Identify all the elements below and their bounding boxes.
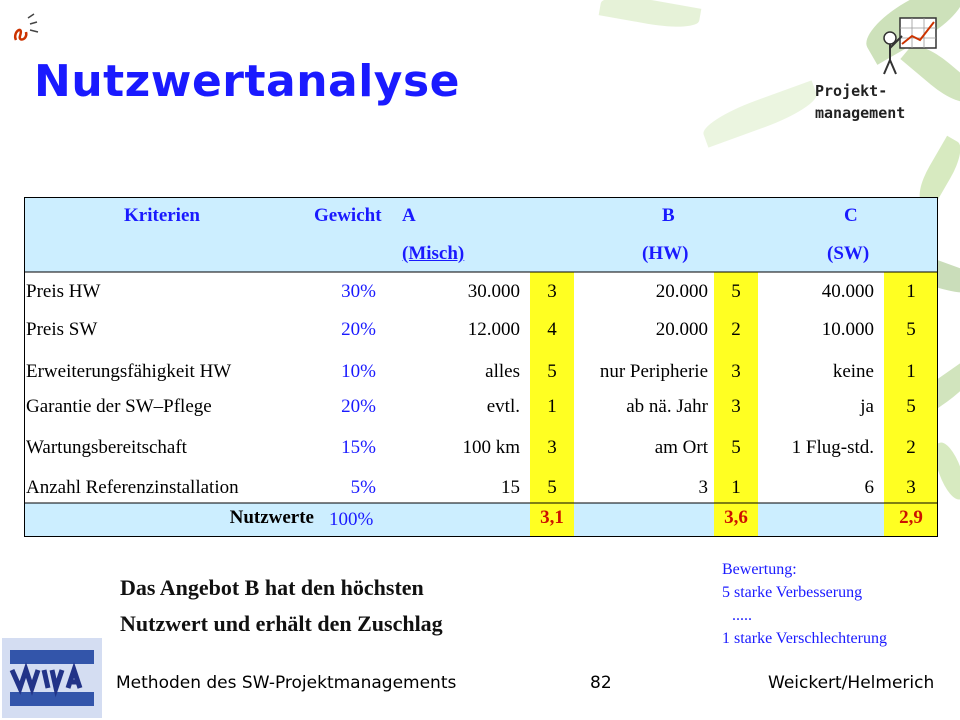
header-kriterien: Kriterien (124, 205, 200, 226)
conclusion-text (120, 570, 443, 642)
header-a: A (402, 205, 416, 226)
a-score: 5 (547, 477, 557, 498)
gewicht: 15% (341, 437, 376, 458)
corner-label (815, 80, 905, 124)
b-score: 3 (731, 396, 741, 417)
footer-authors: Weickert/Helmerich (768, 673, 935, 693)
presenter-chart-icon (876, 14, 940, 78)
c-value: keine (832, 361, 874, 382)
nutzwert-table (24, 197, 938, 537)
totals-label: Nutzwerte (229, 507, 314, 528)
legend-line: ..... (732, 607, 752, 624)
legend-line: 1 starke Verschlechterung (722, 630, 887, 647)
legend-line: 5 starke Verbesserung (722, 584, 863, 601)
gewicht: 20% (341, 396, 376, 417)
kriterium: Preis HW (26, 281, 101, 302)
b-score: 3 (731, 361, 741, 382)
gewicht: 30% (341, 281, 376, 302)
footer-course: Methoden des SW-Projektmanagements (116, 673, 457, 693)
c-value: 40.000 (821, 281, 874, 302)
kriterium: Preis SW (26, 319, 98, 340)
header-c-sub: (SW) (827, 243, 870, 264)
corner-label-line: management (815, 104, 906, 122)
gewicht: 20% (341, 319, 376, 340)
header-b: B (662, 205, 675, 226)
c-value: 1 Flug-std. (791, 437, 874, 458)
conclusion-line: Das Angebot B hat den höchsten (120, 575, 424, 600)
c-score: 1 (906, 281, 916, 302)
b-score: 1 (731, 477, 741, 498)
a-value: alles (485, 361, 520, 382)
b-value: ab nä. Jahr (626, 396, 708, 417)
header-gewicht: Gewicht (314, 205, 382, 226)
kriterium: Wartungsbereitschaft (26, 437, 187, 458)
a-score: 4 (547, 319, 557, 340)
b-score: 5 (731, 281, 741, 302)
c-value: ja (860, 396, 874, 417)
footer-page-number: 82 (590, 673, 612, 693)
a-score: 3 (547, 281, 557, 302)
legend-line: Bewertung: (722, 561, 797, 578)
total-a: 3,1 (540, 507, 564, 528)
header-a-sub: (Misch) (402, 243, 465, 264)
conclusion-line: Nutzwert und erhält den Zuschlag (120, 611, 443, 636)
c-score: 2 (906, 437, 916, 458)
c-score: 5 (906, 319, 916, 340)
c-value: 6 (864, 477, 874, 498)
b-value: 20.000 (655, 319, 708, 340)
handwriting-logo-icon (10, 10, 44, 50)
a-value: 30.000 (467, 281, 520, 302)
totals-gewicht: 100% (329, 509, 374, 530)
b-value: 3 (698, 477, 708, 498)
page-title: Nutzwertanalyse (34, 56, 461, 107)
kriterium: Anzahl Referenzinstallation (26, 477, 239, 498)
gewicht: 10% (341, 361, 376, 382)
b-score: 5 (731, 437, 741, 458)
a-value: evtl. (486, 396, 520, 417)
institute-logo-icon (2, 638, 102, 718)
b-value: 20.000 (655, 281, 708, 302)
c-score: 5 (906, 396, 916, 417)
a-score: 1 (547, 396, 557, 417)
total-b: 3,6 (724, 507, 748, 528)
c-score: 1 (906, 361, 916, 382)
a-value: 12.000 (467, 319, 520, 340)
a-score: 3 (547, 437, 557, 458)
c-value: 10.000 (821, 319, 874, 340)
kriterium: Erweiterungsfähigkeit HW (26, 361, 232, 382)
header-b-sub: (HW) (642, 243, 689, 264)
c-score: 3 (906, 477, 916, 498)
a-value: 100 km (462, 437, 520, 458)
rating-legend (722, 558, 887, 650)
b-value: nur Peripherie (599, 361, 708, 382)
b-value: am Ort (654, 437, 708, 458)
a-value: 15 (501, 477, 520, 498)
kriterium: Garantie der SW–Pflege (26, 396, 212, 417)
total-c: 2,9 (899, 507, 923, 528)
a-score: 5 (547, 361, 557, 382)
gewicht: 5% (350, 477, 376, 498)
b-score: 2 (731, 319, 741, 340)
header-c: C (844, 205, 858, 226)
corner-label-line: Projekt- (815, 82, 888, 100)
